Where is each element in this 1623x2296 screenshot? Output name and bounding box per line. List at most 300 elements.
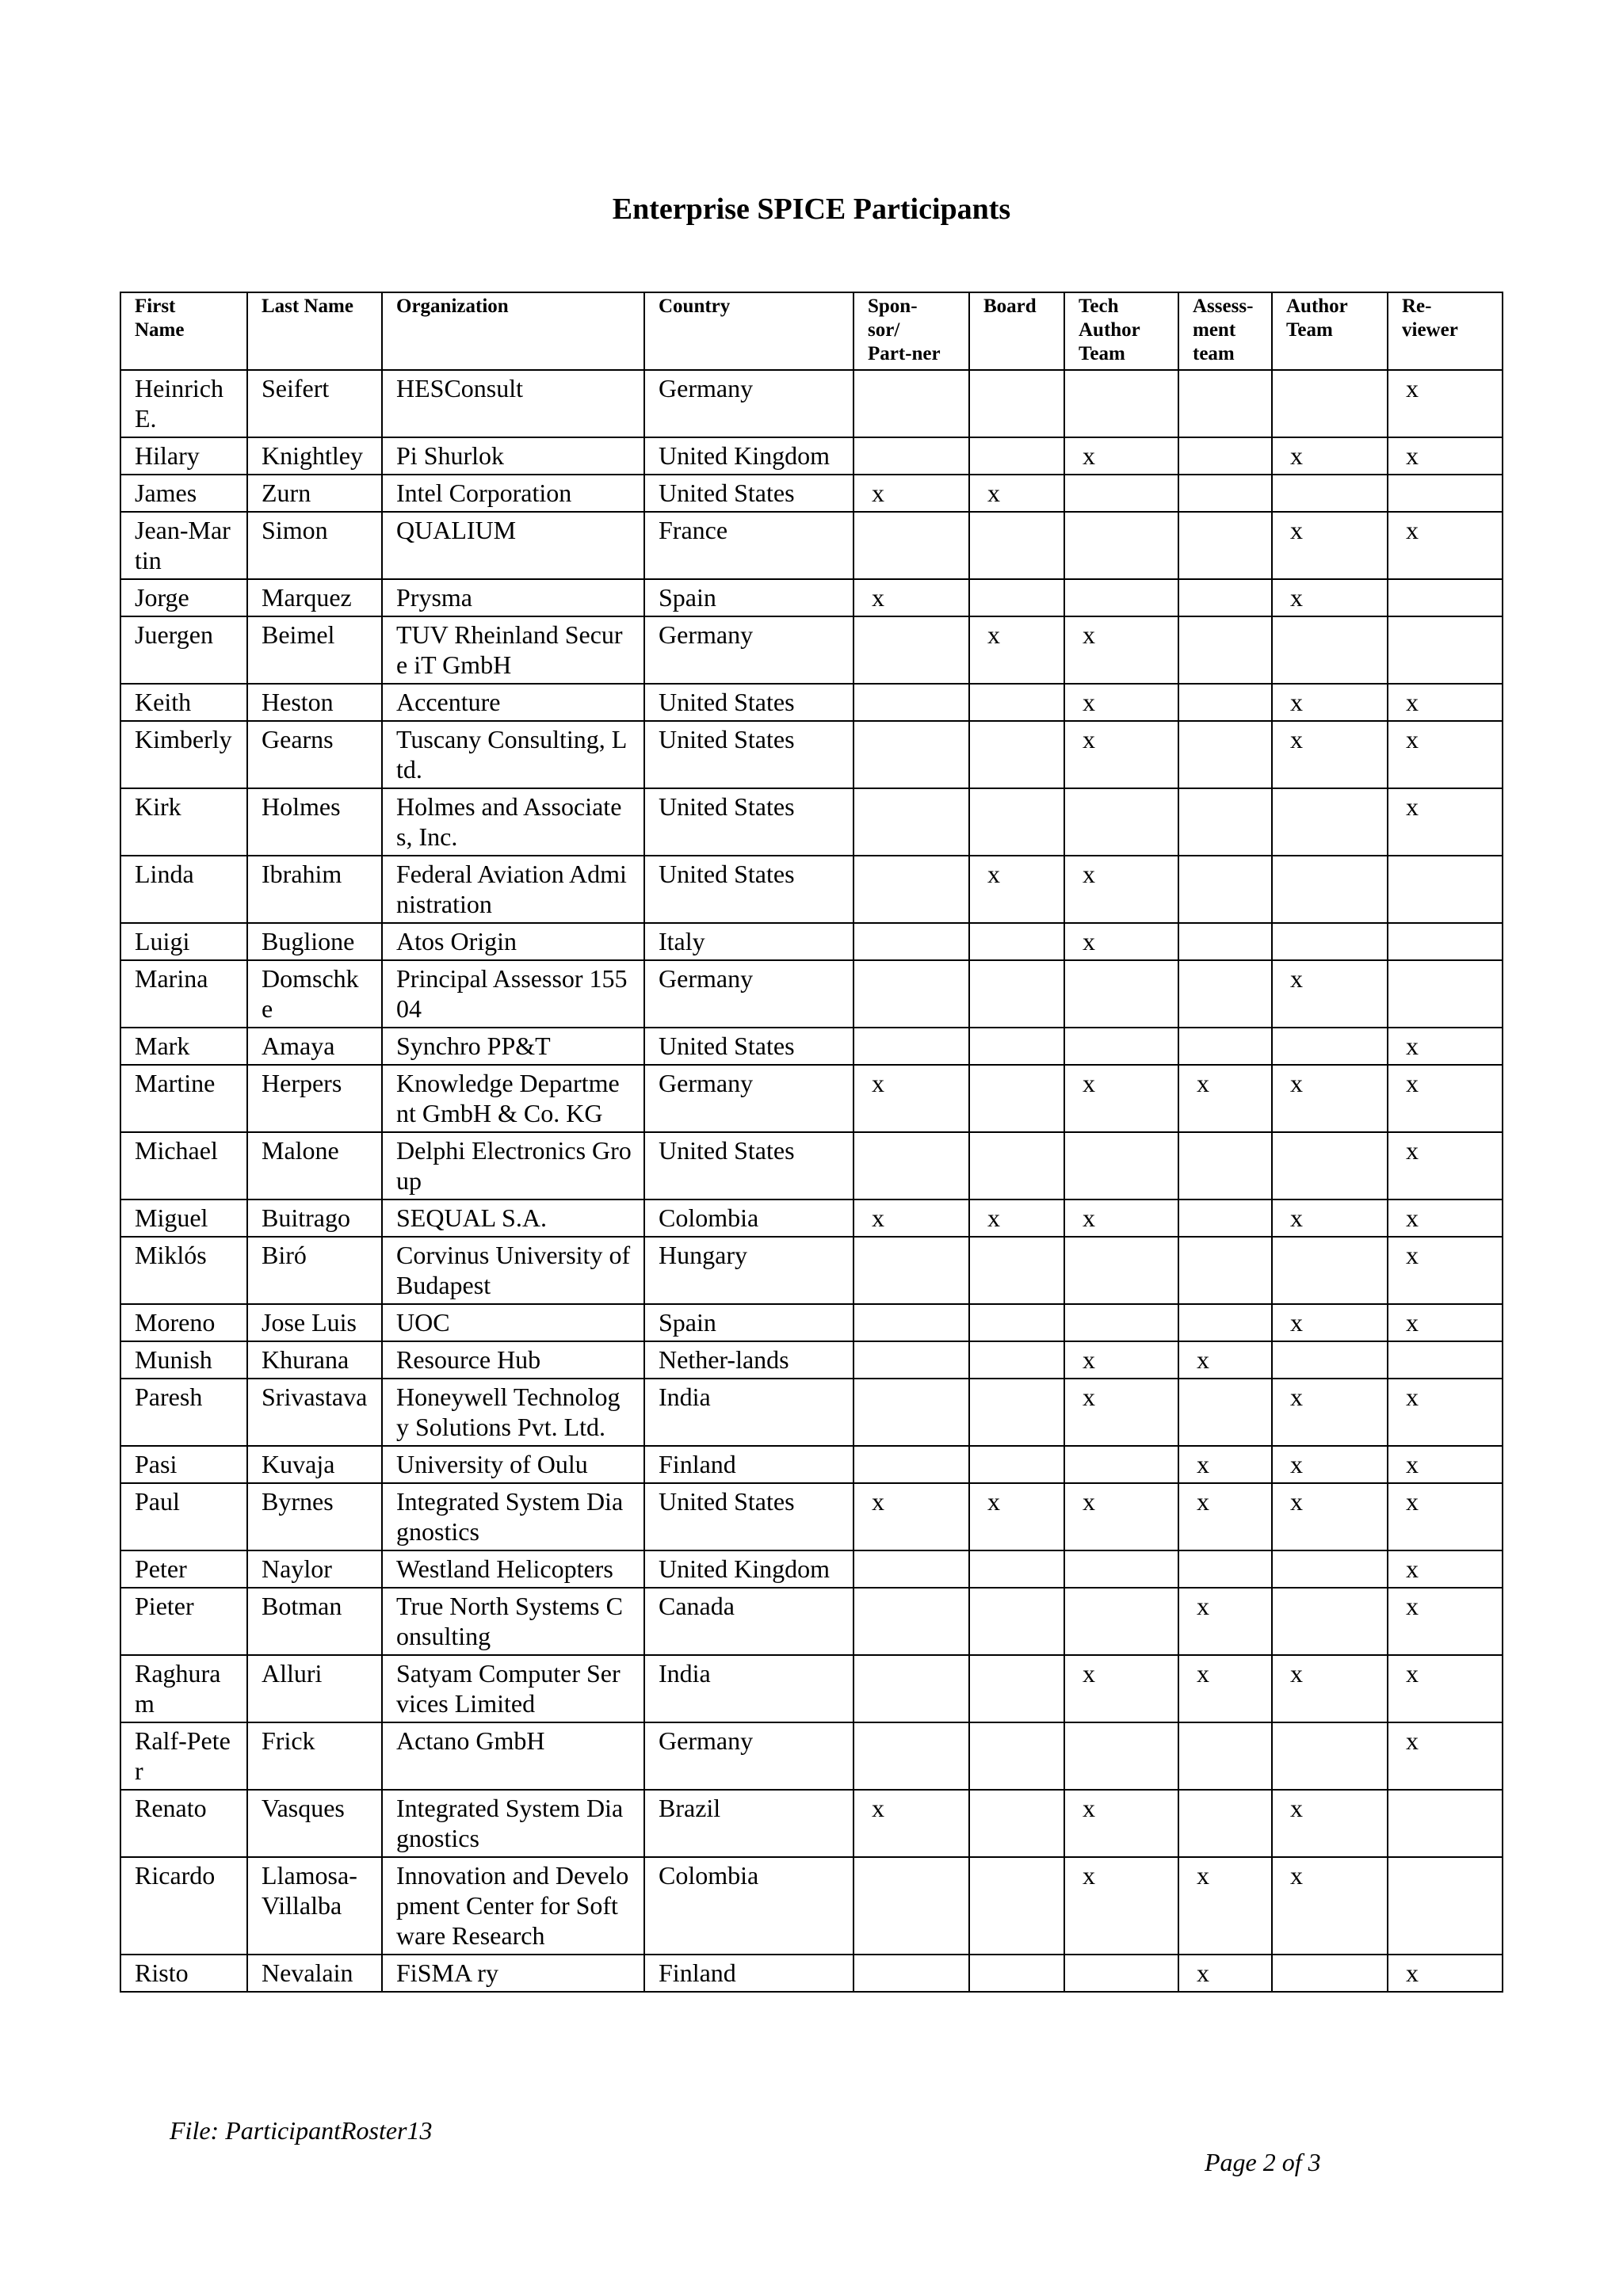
table-cell — [1272, 370, 1388, 437]
table-cell — [969, 1028, 1064, 1065]
table-cell: x — [1272, 1655, 1388, 1722]
table-cell: Canada — [644, 1588, 854, 1655]
table-cell: Hilary — [120, 437, 247, 475]
table-cell — [969, 1857, 1064, 1955]
table-cell: x — [1272, 579, 1388, 616]
table-cell: Principal Assessor 15504 — [382, 960, 644, 1028]
table-cell: HESConsult — [382, 370, 644, 437]
table-cell: Herpers — [247, 1065, 382, 1132]
table-cell — [854, 788, 969, 856]
table-cell: Integrated System Diagnostics — [382, 1483, 644, 1550]
table-cell: Kuvaja — [247, 1446, 382, 1483]
table-cell — [1064, 512, 1178, 579]
table-cell: United States — [644, 721, 854, 788]
footer-page-number: Page 2 of 3 — [1205, 2148, 1321, 2176]
table-cell: Paul — [120, 1483, 247, 1550]
table-cell — [969, 788, 1064, 856]
table-cell — [969, 1655, 1064, 1722]
table-cell — [969, 1379, 1064, 1446]
table-row — [120, 1857, 1503, 1955]
table-cell: x — [1272, 684, 1388, 721]
table-row — [120, 1483, 1503, 1550]
table-cell: x — [1388, 1446, 1503, 1483]
table-cell — [1064, 1304, 1178, 1341]
table-cell: India — [644, 1655, 854, 1722]
table-cell — [969, 1955, 1064, 1992]
column-header: Tech Author Team — [1064, 292, 1178, 370]
table-cell — [854, 1655, 969, 1722]
table-cell — [854, 1237, 969, 1304]
table-row — [120, 1199, 1503, 1237]
table-row — [120, 1237, 1503, 1304]
table-cell: x — [969, 1483, 1064, 1550]
table-cell: x — [1178, 1065, 1272, 1132]
table-cell — [1178, 856, 1272, 923]
table-cell: Germany — [644, 1722, 854, 1790]
table-cell: True North Systems Consulting — [382, 1588, 644, 1655]
table-cell — [969, 1550, 1064, 1588]
column-header: Organization — [382, 292, 644, 370]
table-cell: x — [1064, 1655, 1178, 1722]
table-cell: Colombia — [644, 1857, 854, 1955]
table-cell — [1178, 1237, 1272, 1304]
table-cell: x — [1388, 1955, 1503, 1992]
table-cell: Simon — [247, 512, 382, 579]
table-cell: Synchro PP&T — [382, 1028, 644, 1065]
table-cell: x — [1272, 1065, 1388, 1132]
table-cell — [854, 1379, 969, 1446]
table-cell — [969, 1341, 1064, 1379]
table-cell — [969, 1446, 1064, 1483]
table-row — [120, 1655, 1503, 1722]
table-cell: FiSMA ry — [382, 1955, 644, 1992]
table-cell: x — [1388, 1588, 1503, 1655]
table-cell: Seifert — [247, 370, 382, 437]
table-cell: Vasques — [247, 1790, 382, 1857]
table-cell: Michael — [120, 1132, 247, 1199]
table-cell: x — [1064, 1483, 1178, 1550]
table-cell — [969, 684, 1064, 721]
table-cell — [854, 923, 969, 960]
table-cell — [854, 616, 969, 684]
table-cell: Heinrich E. — [120, 370, 247, 437]
table-row — [120, 370, 1503, 437]
table-cell — [1064, 1588, 1178, 1655]
table-cell: x — [1388, 370, 1503, 437]
table-cell: Biró — [247, 1237, 382, 1304]
table-cell: Corvinus University of Budapest — [382, 1237, 644, 1304]
table-cell — [1272, 1028, 1388, 1065]
table-cell — [1178, 923, 1272, 960]
table-cell: Finland — [644, 1955, 854, 1992]
table-cell: Gearns — [247, 721, 382, 788]
table-cell: Frick — [247, 1722, 382, 1790]
table-cell — [1272, 1132, 1388, 1199]
table-cell: Jorge — [120, 579, 247, 616]
table-cell: x — [1064, 616, 1178, 684]
table-row — [120, 616, 1503, 684]
table-cell — [854, 1722, 969, 1790]
table-cell — [1272, 1237, 1388, 1304]
table-cell: x — [1388, 1199, 1503, 1237]
table-row — [120, 1304, 1503, 1341]
table-cell: Colombia — [644, 1199, 854, 1237]
table-cell — [1064, 475, 1178, 512]
table-cell: Knightley — [247, 437, 382, 475]
table-cell: Malone — [247, 1132, 382, 1199]
table-cell — [1388, 856, 1503, 923]
table-cell — [969, 512, 1064, 579]
table-cell: x — [1388, 1237, 1503, 1304]
table-cell: x — [1178, 1588, 1272, 1655]
table-cell: x — [1388, 1483, 1503, 1550]
table-cell: x — [1178, 1483, 1272, 1550]
table-cell: United Kingdom — [644, 437, 854, 475]
table-cell: Alluri — [247, 1655, 382, 1722]
table-cell: x — [1178, 1857, 1272, 1955]
table-cell: x — [1272, 1857, 1388, 1955]
participants-table — [120, 292, 1503, 1993]
table-cell: x — [1388, 721, 1503, 788]
table-row — [120, 960, 1503, 1028]
table-cell — [1178, 1550, 1272, 1588]
table-cell: Integrated System Diagnostics — [382, 1790, 644, 1857]
table-cell: Spain — [644, 579, 854, 616]
table-cell: Federal Aviation Administration — [382, 856, 644, 923]
table-cell: Nether-lands — [644, 1341, 854, 1379]
table-cell: UOC — [382, 1304, 644, 1341]
table-cell — [854, 512, 969, 579]
table-cell: x — [1178, 1955, 1272, 1992]
table-cell: Peter — [120, 1550, 247, 1588]
table-cell: Resource Hub — [382, 1341, 644, 1379]
table-cell: Innovation and Development Center for Software Research — [382, 1857, 644, 1955]
table-cell — [1178, 475, 1272, 512]
table-cell: Khurana — [247, 1341, 382, 1379]
table-cell — [1178, 721, 1272, 788]
table-row — [120, 437, 1503, 475]
table-cell — [1178, 616, 1272, 684]
table-cell: Buglione — [247, 923, 382, 960]
table-cell: Luigi — [120, 923, 247, 960]
table-cell — [854, 1341, 969, 1379]
table-row — [120, 856, 1503, 923]
table-cell: Renato — [120, 1790, 247, 1857]
table-cell: United States — [644, 1028, 854, 1065]
table-cell: x — [1064, 923, 1178, 960]
table-cell — [854, 856, 969, 923]
table-cell: x — [854, 1790, 969, 1857]
column-header: Board — [969, 292, 1064, 370]
table-cell — [1388, 1857, 1503, 1955]
table-cell: Intel Corporation — [382, 475, 644, 512]
page-title: Enterprise SPICE Participants — [612, 193, 1011, 226]
table-cell: United States — [644, 1132, 854, 1199]
table-cell — [1178, 788, 1272, 856]
table-cell: Domschke — [247, 960, 382, 1028]
table-cell — [1178, 370, 1272, 437]
table-cell: Buitrago — [247, 1199, 382, 1237]
table-cell — [1388, 960, 1503, 1028]
table-cell: Zurn — [247, 475, 382, 512]
table-cell: x — [1272, 512, 1388, 579]
table-cell: x — [1178, 1655, 1272, 1722]
table-cell — [969, 1588, 1064, 1655]
column-header: Country — [644, 292, 854, 370]
table-cell: x — [1388, 1722, 1503, 1790]
table-row — [120, 512, 1503, 579]
table-cell: Beimel — [247, 616, 382, 684]
table-cell: Kirk — [120, 788, 247, 856]
table-cell — [969, 1722, 1064, 1790]
table-cell: Italy — [644, 923, 854, 960]
table-cell — [1064, 788, 1178, 856]
table-cell: x — [1064, 1379, 1178, 1446]
table-cell: Heston — [247, 684, 382, 721]
table-cell — [1178, 437, 1272, 475]
table-cell: x — [1064, 1790, 1178, 1857]
table-cell — [969, 1790, 1064, 1857]
table-cell: Amaya — [247, 1028, 382, 1065]
table-cell: Tuscany Consulting, Ltd. — [382, 721, 644, 788]
table-cell: United States — [644, 788, 854, 856]
table-cell — [1178, 1028, 1272, 1065]
table-cell — [1064, 370, 1178, 437]
table-row — [120, 1588, 1503, 1655]
table-cell: x — [1272, 960, 1388, 1028]
table-row — [120, 579, 1503, 616]
table-cell: x — [969, 1199, 1064, 1237]
table-cell — [1272, 1955, 1388, 1992]
table-cell: Juergen — [120, 616, 247, 684]
table-cell — [1178, 684, 1272, 721]
table-cell: x — [1178, 1446, 1272, 1483]
table-cell — [854, 437, 969, 475]
table-cell: x — [854, 1199, 969, 1237]
table-cell: Moreno — [120, 1304, 247, 1341]
table-cell — [1272, 616, 1388, 684]
table-cell — [969, 579, 1064, 616]
table-cell: Hungary — [644, 1237, 854, 1304]
table-cell — [1178, 512, 1272, 579]
table-cell: QUALIUM — [382, 512, 644, 579]
table-cell — [854, 1446, 969, 1483]
table-cell: Linda — [120, 856, 247, 923]
table-cell: x — [1388, 1132, 1503, 1199]
table-cell — [1272, 856, 1388, 923]
table-cell: x — [969, 475, 1064, 512]
table-cell — [1064, 1237, 1178, 1304]
table-cell: Botman — [247, 1588, 382, 1655]
column-header: Last Name — [247, 292, 382, 370]
table-row — [120, 1446, 1503, 1483]
table-cell: Naylor — [247, 1550, 382, 1588]
table-cell: James — [120, 475, 247, 512]
table-cell — [1272, 788, 1388, 856]
table-cell: Marquez — [247, 579, 382, 616]
table-cell: x — [854, 1065, 969, 1132]
table-cell — [969, 437, 1064, 475]
table-cell — [1064, 1955, 1178, 1992]
table-cell: Accenture — [382, 684, 644, 721]
table-cell: France — [644, 512, 854, 579]
table-cell — [1388, 1790, 1503, 1857]
table-cell: Jose Luis — [247, 1304, 382, 1341]
table-cell — [1178, 1379, 1272, 1446]
table-cell: Nevalain — [247, 1955, 382, 1992]
table-cell: Miklós — [120, 1237, 247, 1304]
table-row — [120, 1790, 1503, 1857]
table-cell: Raghuram — [120, 1655, 247, 1722]
table-cell: United States — [644, 856, 854, 923]
table-cell: Germany — [644, 370, 854, 437]
table-cell: x — [969, 616, 1064, 684]
table-cell: Germany — [644, 616, 854, 684]
table-cell: x — [1388, 1304, 1503, 1341]
table-cell: Llamosa-Villalba — [247, 1857, 382, 1955]
table-row — [120, 1028, 1503, 1065]
table-cell — [969, 1065, 1064, 1132]
table-cell: SEQUAL S.A. — [382, 1199, 644, 1237]
table-cell: Kimberly — [120, 721, 247, 788]
table-cell: University of Oulu — [382, 1446, 644, 1483]
table-cell: Actano GmbH — [382, 1722, 644, 1790]
table-cell: x — [1064, 1341, 1178, 1379]
table-cell — [1178, 1790, 1272, 1857]
table-body — [120, 370, 1503, 1992]
table-cell — [1388, 1341, 1503, 1379]
table-cell: x — [1272, 1379, 1388, 1446]
table-cell: x — [1064, 1857, 1178, 1955]
footer-file-name: File: ParticipantRoster13 — [170, 2116, 433, 2145]
table-cell: x — [1388, 1379, 1503, 1446]
table-cell: Knowledge Department GmbH & Co. KG — [382, 1065, 644, 1132]
table-cell — [1064, 1550, 1178, 1588]
table-cell — [1388, 923, 1503, 960]
table-cell — [1178, 1132, 1272, 1199]
table-cell: Spain — [644, 1304, 854, 1341]
table-cell: x — [854, 1483, 969, 1550]
table-cell — [1064, 1446, 1178, 1483]
table-cell: United States — [644, 684, 854, 721]
table-cell — [1272, 1722, 1388, 1790]
table-cell — [1388, 475, 1503, 512]
table-cell — [1272, 1341, 1388, 1379]
table-cell — [1272, 475, 1388, 512]
table-cell: x — [1272, 721, 1388, 788]
table-cell: x — [1064, 1065, 1178, 1132]
table-cell: Mark — [120, 1028, 247, 1065]
table-cell — [1178, 1304, 1272, 1341]
table-cell — [854, 721, 969, 788]
table-cell — [969, 923, 1064, 960]
table-cell: x — [1064, 1199, 1178, 1237]
table-cell — [969, 1237, 1064, 1304]
table-cell: x — [1064, 684, 1178, 721]
table-cell: x — [1064, 856, 1178, 923]
table-cell — [1064, 960, 1178, 1028]
table-row — [120, 684, 1503, 721]
table-cell: x — [854, 475, 969, 512]
column-header: First Name — [120, 292, 247, 370]
table-cell: Munish — [120, 1341, 247, 1379]
table-cell: Srivastava — [247, 1379, 382, 1446]
table-cell — [1064, 1132, 1178, 1199]
column-header: Assess- ment team — [1178, 292, 1272, 370]
table-cell — [854, 1857, 969, 1955]
table-cell — [854, 1132, 969, 1199]
table-cell — [854, 1028, 969, 1065]
table-cell — [1178, 960, 1272, 1028]
table-cell — [1272, 1550, 1388, 1588]
table-cell — [969, 1304, 1064, 1341]
table-row — [120, 923, 1503, 960]
table-row — [120, 1341, 1503, 1379]
table-cell: Brazil — [644, 1790, 854, 1857]
column-header: Re- viewer — [1388, 292, 1503, 370]
table-cell: United Kingdom — [644, 1550, 854, 1588]
table-cell — [1178, 1199, 1272, 1237]
table-row — [120, 788, 1503, 856]
table-row — [120, 475, 1503, 512]
table-cell — [854, 684, 969, 721]
table-cell — [1272, 923, 1388, 960]
table-cell: x — [1388, 1065, 1503, 1132]
table-header-row — [120, 292, 1503, 370]
table-cell: x — [1272, 1790, 1388, 1857]
table-row — [120, 1550, 1503, 1588]
table-cell — [969, 370, 1064, 437]
table-cell: India — [644, 1379, 854, 1446]
table-cell — [854, 1550, 969, 1588]
table-cell — [1178, 579, 1272, 616]
table-cell: x — [1178, 1341, 1272, 1379]
table-cell: x — [1272, 1483, 1388, 1550]
table-cell — [1064, 579, 1178, 616]
table-cell — [969, 960, 1064, 1028]
table-cell: United States — [644, 1483, 854, 1550]
table-cell — [1178, 1722, 1272, 1790]
table-cell — [969, 721, 1064, 788]
table-cell: x — [1064, 437, 1178, 475]
table-cell — [854, 1588, 969, 1655]
table-cell: Martine — [120, 1065, 247, 1132]
table-cell: Holmes — [247, 788, 382, 856]
table-cell — [854, 1304, 969, 1341]
table-cell: x — [1272, 1199, 1388, 1237]
table-cell: x — [1388, 1655, 1503, 1722]
table-cell: Westland Helicopters — [382, 1550, 644, 1588]
table-cell: x — [1064, 721, 1178, 788]
table-cell: x — [854, 579, 969, 616]
table-cell: Jean-Martin — [120, 512, 247, 579]
table-row — [120, 1065, 1503, 1132]
table-cell: x — [1388, 1550, 1503, 1588]
column-header: Author Team — [1272, 292, 1388, 370]
table-cell: Ralf-Peter — [120, 1722, 247, 1790]
table-cell: Marina — [120, 960, 247, 1028]
table-cell — [854, 1955, 969, 1992]
table-row — [120, 1379, 1503, 1446]
table-cell — [969, 1132, 1064, 1199]
table-cell: Finland — [644, 1446, 854, 1483]
table-cell — [1388, 616, 1503, 684]
table-cell: x — [1388, 512, 1503, 579]
table-cell: x — [1388, 788, 1503, 856]
table-cell: Pi Shurlok — [382, 437, 644, 475]
table-cell: x — [1272, 437, 1388, 475]
table-cell: Atos Origin — [382, 923, 644, 960]
